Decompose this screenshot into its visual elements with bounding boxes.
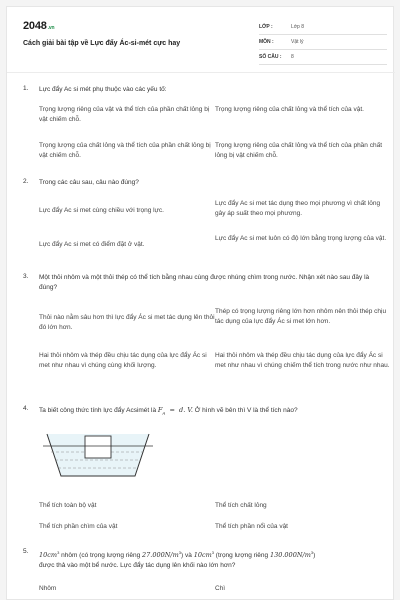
question-text-part: nhôm (có trọng lượng riêng: [59, 552, 142, 560]
page-title: Cách giải bài tập về Lực đẩy Ác-si-mét cực hay: [23, 40, 181, 47]
document-page: [6, 6, 394, 600]
meta-row-count: [259, 50, 387, 65]
math-value: 10cm: [193, 551, 212, 560]
answer-option[interactable]: Trọng lượng của chất lỏng và thể tích của phần chất lỏng bị vật chiếm chỗ.: [39, 142, 211, 159]
question-text: [39, 548, 381, 571]
question-number: 4.: [23, 405, 29, 412]
meta-row-class: [259, 20, 387, 35]
answer-option[interactable]: Thỏi nào nằm sâu hơn thì lực đẩy Ác si met tác dụng lên thỏi đó lớn hơn.: [39, 314, 215, 331]
formula: [158, 406, 193, 414]
answer-option[interactable]: Thể tích toàn bộ vật: [39, 502, 97, 509]
question-text-part: Ta biết công thức tính lực đẩy Acsimét là: [39, 407, 158, 414]
question-text-part: Ở hình vẽ bên thì V là thể tích nào?: [192, 407, 298, 414]
answer-option[interactable]: Nhôm: [39, 585, 57, 592]
math-sup: 3: [211, 550, 214, 555]
math-sup: 3: [178, 550, 182, 555]
math-value: 10cm: [39, 551, 58, 560]
question-text: Trong các câu sau, câu nào đúng?: [39, 179, 139, 186]
question-text-part: ) và: [181, 552, 194, 560]
logo-suffix: .vn: [47, 25, 55, 31]
meta-key: MÔN :: [259, 39, 274, 45]
meta-key: SỐ CÂU :: [259, 54, 282, 60]
question-text-part: (trọng lượng riêng: [214, 552, 270, 560]
answer-option[interactable]: Thể tích phần chìm của vật: [39, 523, 118, 530]
answer-option[interactable]: Thể tích phần nổi của vật: [215, 523, 288, 530]
question-number: 3.: [23, 273, 29, 280]
meta-row-subject: [259, 35, 387, 50]
meta-value: 8: [291, 54, 294, 60]
answer-option[interactable]: Lực đẩy Ac si met cùng chiều với trọng lực.: [39, 207, 164, 214]
formula-subscript: A: [162, 410, 166, 416]
question-number: 1.: [23, 85, 29, 92]
floating-block: [85, 436, 111, 458]
math-sup: 3: [310, 550, 314, 555]
site-logo[interactable]: [23, 20, 54, 32]
answer-option[interactable]: Trọng lượng riêng của chất lỏng và thể tích của phần chất lỏng bị vật chiếm chỗ.: [215, 142, 383, 159]
answer-option[interactable]: Thép có trọng lượng riêng lớn hơn nhôm nên thỏi thép chịu tác dụng của lực đẩy Ác si met lớn hơn.: [215, 308, 387, 325]
question-text: [39, 405, 381, 418]
question-text: Lực đẩy Ac si mét phụ thuộc vào các yếu tố:: [39, 86, 167, 93]
answer-option[interactable]: Hai thỏi nhôm và thép đều chịu tác dụng của lực đẩy Ác si met như nhau vì chúng cùng khối lượng.: [39, 352, 207, 369]
formula-equals: =: [169, 406, 175, 414]
answer-option[interactable]: Thể tích chất lỏng: [215, 502, 267, 509]
answer-option[interactable]: Hai thỏi nhôm và thép đều chịu tác dụng của lực đẩy Ác si met như nhau vì chúng chiếm thể tích trong nước như nhau.: [215, 352, 390, 369]
math-value: 130.000N/m: [269, 551, 311, 560]
meta-key: LỚP :: [259, 24, 273, 30]
question-number: 5.: [23, 548, 29, 555]
beaker-figure: [43, 430, 153, 482]
meta-value: Vật lý: [291, 39, 304, 45]
answer-option[interactable]: Lực đẩy Ac si met có điểm đặt ở vật.: [39, 241, 145, 248]
meta-table: [259, 20, 387, 65]
math-value: 27.000N/m: [142, 551, 179, 560]
logo-text: 2048: [23, 20, 47, 32]
answer-option[interactable]: Lực đẩy Ac si met tác dụng theo mọi phương vì chất lỏng gây áp suất theo mọi phương.: [215, 200, 381, 217]
answer-option[interactable]: Chì: [215, 585, 226, 592]
answer-option[interactable]: Trọng lượng riêng của chất lỏng và thể tích của vật.: [215, 106, 364, 113]
question-text: Một thỏi nhôm và một thỏi thép có thể tích bằng nhau cùng được nhúng chìm trong nước. Nhận xét nào sau đây là đúng?: [39, 274, 370, 291]
answer-option[interactable]: Trọng lượng riêng của vật và thể tích của phần chất lỏng bị vật chiếm chỗ.: [39, 106, 210, 123]
formula-rhs: d. V.: [179, 406, 193, 414]
question-number: 2.: [23, 178, 29, 185]
header-divider: [7, 72, 395, 73]
question-text-part: được thả vào một bể nước. Lực đẩy tác dụng lên khối nào lớn hơn?: [39, 562, 236, 570]
formula-lhs: F: [157, 406, 163, 414]
answer-option[interactable]: Lực đẩy Ac si met luôn có độ lớn bằng trọng lượng của vật.: [215, 235, 387, 242]
meta-value: Lớp 8: [291, 24, 305, 30]
question-text-part: ): [313, 552, 316, 560]
math-sup: 3: [57, 550, 60, 555]
